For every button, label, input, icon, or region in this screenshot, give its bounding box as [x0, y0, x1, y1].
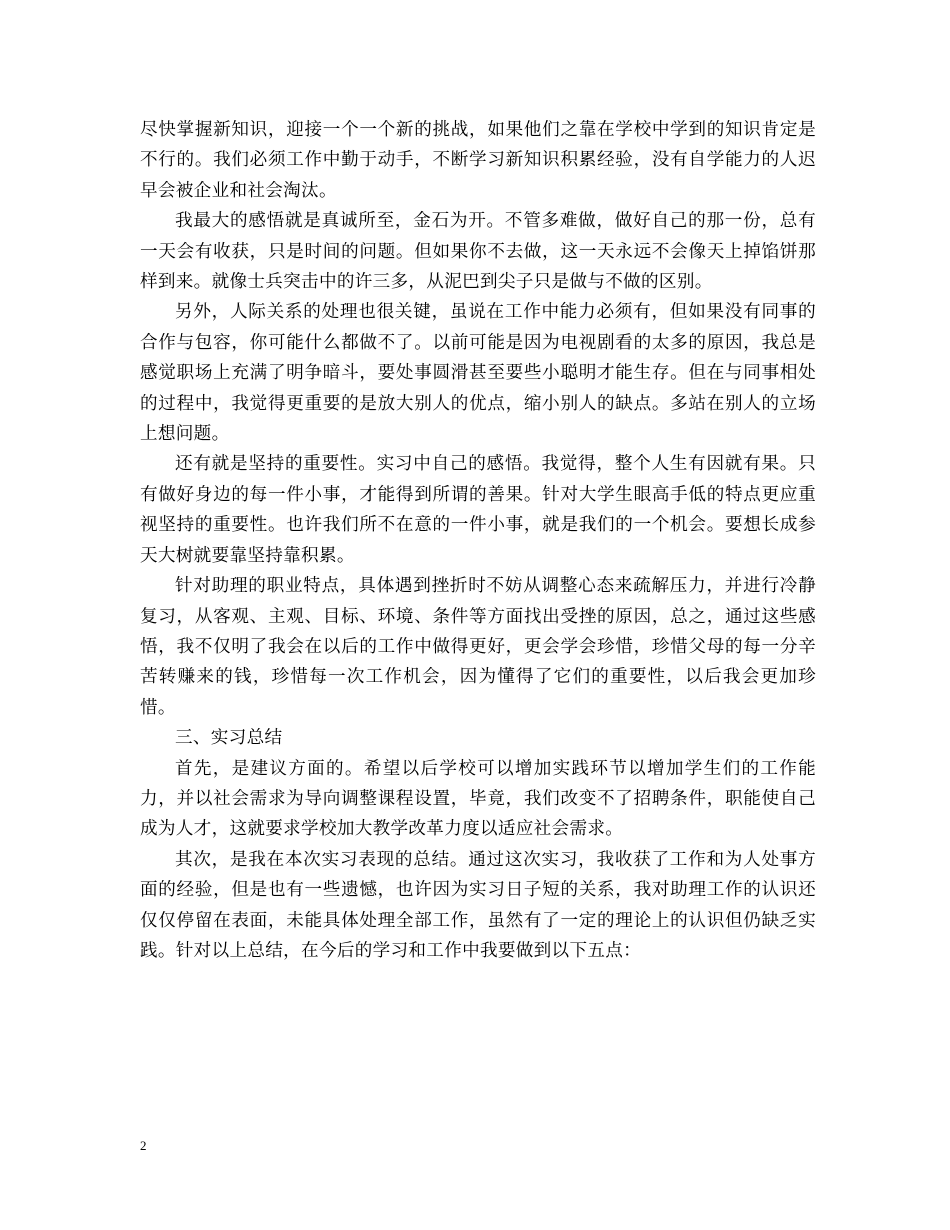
- paragraph-5: 针对助理的职业特点，具体遇到挫折时不妨从调整心态来疏解压力，并进行冷静复习，从客观、主观、目标、环境、条件等方面找出受挫的原因，总之，通过这些感悟，我不仅明了我会在以后的工作中做得更好，更会学会珍惜，珍惜父母的每一分辛苦转赚来的钱，珍惜每一次工作机会，因为懂得了它们的重要性，以后我会更加珍惜。: [140, 576, 816, 718]
- paragraph-8: 其次，是我在本次实习表现的总结。通过这次实习，我收获了工作和为人处事方面的经验，但是也有一些遗憾，也许因为实习日子短的关系，我对助理工作的认识还仅仅停留在表面，未能具体处理全部工作，虽然有了一定的理论上的认识但仍缺乏实践。针对以上总结，在今后的学习和工作中我要做到以下五点：: [140, 849, 816, 961]
- paragraph-1: 尽快掌握新知识，迎接一个一个新的挑战，如果他们之靠在学校中学到的知识肯定是不行的。我们必须工作中勤于动手，不断学习新知识积累经验，没有自学能力的人迟早会被企业和社会淘汰。: [140, 120, 816, 201]
- paragraph-7: 首先，是建议方面的。希望以后学校可以增加实践环节以增加学生们的工作能力，并以社会需求为导向调整课程设置，毕竟，我们改变不了招聘条件，职能使自己成为人才，这就要求学校加大教学改革力度以适应社会需求。: [140, 758, 816, 840]
- document-body: [140, 115, 816, 966]
- paragraph-3: 另外，人际关系的处理也很关键，虽说在工作中能力必须有，但如果没有同事的合作与包容，你可能什么都做不了。以前可能是因为电视剧看的太多的原因，我总是感觉职场上充满了明争暗斗，要处事圆滑甚至要些小聪明才能生存。但在与同事相处的过程中，我觉得更重要的是放大别人的优点，缩小别人的缺点。多站在别人的立场上想问题。: [140, 302, 816, 445]
- paragraph-2: 我最大的感悟就是真诚所至，金石为开。不管多难做，做好自己的那一份，总有一天会有收获，只是时间的问题。但如果你不去做，这一天永远不会像天上掉馅饼那样到来。就像士兵突击中的许三多，从泥巴到尖子只是做与不做的区别。: [140, 211, 816, 293]
- paragraph-4: 还有就是坚持的重要性。实习中自己的感悟。我觉得，整个人生有因就有果。只有做好身边的每一件小事，才能得到所谓的善果。针对大学生眼高手低的特点更应重视坚持的重要性。也许我们所不在意的一件小事，就是我们的一个机会。要想长成参天大树就要靠坚持靠积累。: [140, 454, 816, 566]
- page-number: 2: [140, 1138, 147, 1153]
- section-heading: 三、实习总结: [175, 728, 283, 749]
